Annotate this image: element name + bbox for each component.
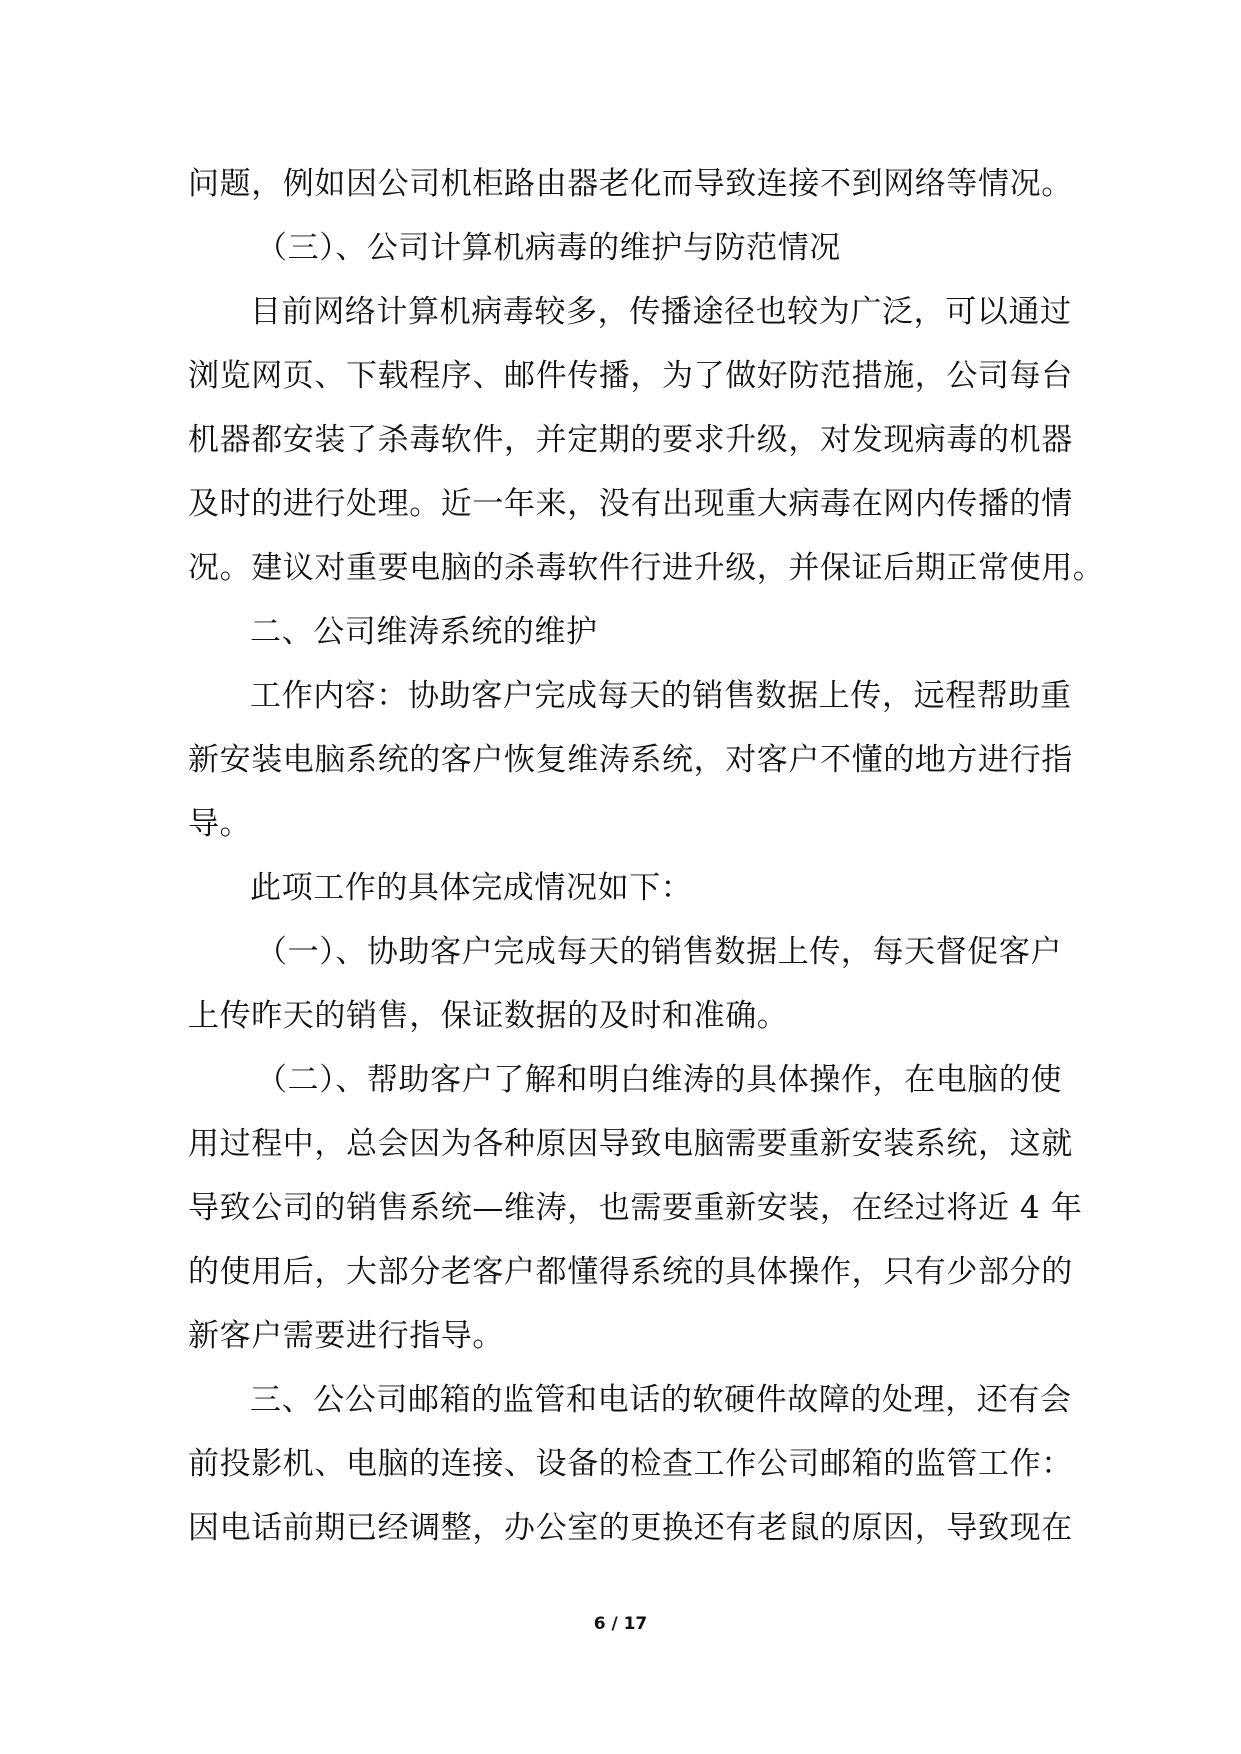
text-line: 及时的进行处理。近一年来，没有出现重大病毒在网内传播的情 <box>188 486 1073 522</box>
page-number: 6 / 17 <box>593 1614 648 1634</box>
text-line: 因电话前期已经调整，办公室的更换还有老鼠的原因，导致现在 <box>188 1510 1073 1546</box>
section-heading: （三）、公司计算机病毒的维护与防范情况 <box>256 230 841 266</box>
text-line: 导致公司的销售系统—维涛，也需要重新安装，在经过将近 4 年 <box>188 1190 1083 1226</box>
text-line: 机器都安装了杀毒软件，并定期的要求升级，对发现病毒的机器 <box>188 422 1073 458</box>
text-line: 目前网络计算机病毒较多，传播途径也较为广泛，可以通过 <box>250 294 1072 330</box>
text-line: 的使用后，大部分老客户都懂得系统的具体操作，只有少部分的 <box>188 1254 1073 1290</box>
text-line: 此项工作的具体完成情况如下： <box>250 870 693 906</box>
text-line: 新客户需要进行指导。 <box>188 1318 504 1354</box>
text-line: 问题，例如因公司机柜路由器老化而导致连接不到网络等情况。 <box>188 166 1073 202</box>
text-line: 况。建议对重要电脑的杀毒软件行进升级，并保证后期正常使用。 <box>188 550 1105 586</box>
text-line: 用过程中，总会因为各种原因导致电脑需要重新安装系统，这就 <box>188 1126 1073 1162</box>
text-line: 上传昨天的销售，保证数据的及时和准确。 <box>188 998 789 1034</box>
document-body <box>188 152 1105 1560</box>
text-line: （二）、帮助客户了解和明白维涛的具体操作，在电脑的使 <box>256 1062 1063 1098</box>
text-line: 工作内容：协助客户完成每天的销售数据上传，远程帮助重 <box>250 678 1072 714</box>
text-line: （一）、协助客户完成每天的销售数据上传，每天督促客户 <box>256 934 1063 970</box>
text-line: 浏览网页、下载程序、邮件传播，为了做好防范措施，公司每台 <box>188 358 1073 394</box>
section-heading: 二、公司维涛系统的维护 <box>250 614 598 650</box>
text-line: 导。 <box>188 806 252 842</box>
section-heading: 三、公公司邮箱的监管和电话的软硬件故障的处理，还有会 <box>250 1382 1072 1418</box>
text-line: 新安装电脑系统的客户恢复维涛系统，对客户不懂的地方进行指 <box>188 742 1073 778</box>
text-line: 前投影机、电脑的连接、设备的检查工作公司邮箱的监管工作： <box>188 1446 1073 1482</box>
